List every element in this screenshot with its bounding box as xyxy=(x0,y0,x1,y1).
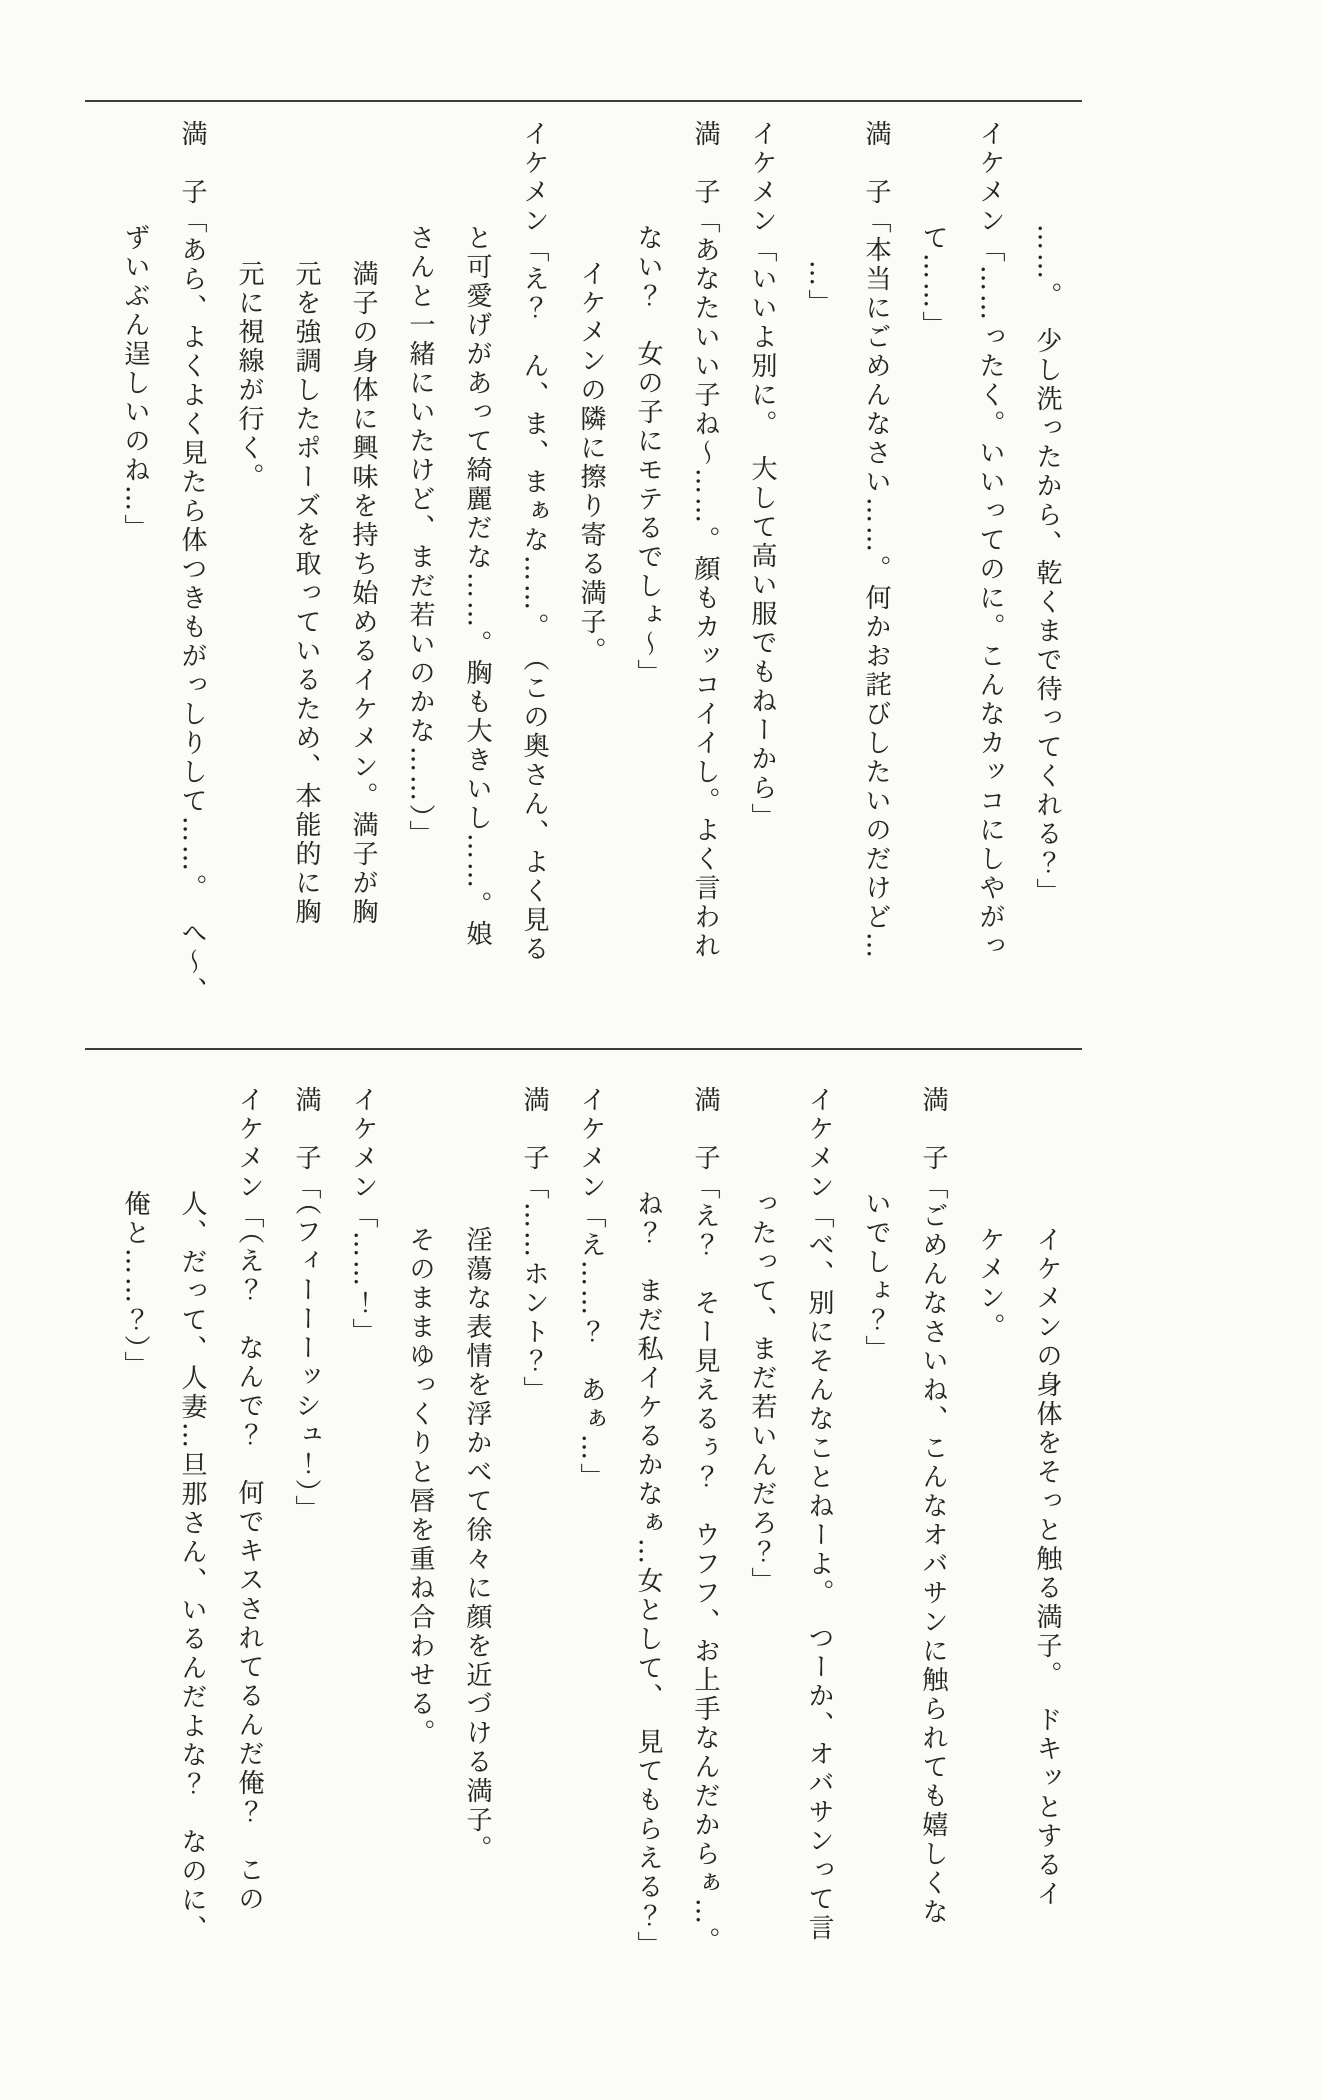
script-column: イケメン「（え？ なんで？ 何でキスされてるんだ俺？ この xyxy=(234,1086,264,1914)
script-column: イケメン「え……？ あぁ…」 xyxy=(576,1086,606,1492)
script-column: いでしょ？」 xyxy=(861,1190,891,1364)
script-column: 満 子「ごめんなさいね、こんなオバサンに触られても嬉しくな xyxy=(918,1086,948,1927)
script-column: 満 子「……ホント？」 xyxy=(519,1086,549,1405)
script-column: ……。 少し洗ったから、乾くまで待ってくれる？」 xyxy=(1032,224,1062,907)
script-section-bottom xyxy=(85,1048,1082,2000)
script-column: イケメン「……！」 xyxy=(348,1086,378,1347)
script-column: 満 子「あら、よくよく見たら体つきもがっしりして……。 へ〜、 xyxy=(177,120,207,1006)
script-section-top xyxy=(85,100,1082,1048)
script-column: イケメン「べ、別にそんなことねーよ。 つーか、オバサンって言 xyxy=(804,1086,834,1943)
script-column: て……」 xyxy=(918,224,948,340)
script-column: ケメン。 xyxy=(975,1226,1005,1342)
script-column: さんと一緒にいたけど、まだ若いのかな……）」 xyxy=(405,224,435,849)
script-column: 元を強調したポーズを取っているため、本能的に胸 xyxy=(291,260,321,927)
scanned-script-page xyxy=(0,100,1322,2100)
script-column: 人、だって、人妻…旦那さん、いるんだよな？ なのに、 xyxy=(177,1190,207,1944)
script-column: 満 子「え？ そー見えるぅ？ ウフフ、お上手なんだからぁ…。 xyxy=(690,1086,720,1956)
script-column: イケメン「……ったく。いいってのに。こんなカッコにしやがっ xyxy=(975,120,1005,961)
script-column: 満 子「あなたいい子ね〜……。顔もカッコイイし。よく言われ xyxy=(690,120,720,961)
script-column: イケメンの身体をそっと触る満子。 ドキッとするイ xyxy=(1032,1226,1062,1909)
script-column: イケメン「いいよ別に。 大して高い服でもねーから」 xyxy=(747,120,777,832)
script-column: 俺と……？）」 xyxy=(120,1190,150,1380)
script-column: 満 子「本当にごめんなさい……。何かお詫びしたいのだけど… xyxy=(861,120,891,961)
script-column: 満 子「（フィーーーッシュ！）」 xyxy=(291,1086,321,1524)
script-column: 淫蕩な表情を浮かべて徐々に顔を近づける満子。 xyxy=(462,1226,492,1864)
script-column: 元に視線が行く。 xyxy=(234,260,264,492)
script-column: ったって、まだ若いんだろ？」 xyxy=(747,1190,777,1596)
script-column: ずいぶん逞しいのね…」 xyxy=(120,224,150,543)
script-column: ね？ まだ私イケるかなぁ…女として、 見てもらえる？」 xyxy=(633,1190,663,1960)
script-column: ない？ 女の子にモテるでしょ〜」 xyxy=(633,224,663,688)
script-column: と可愛げがあって綺麗だな……。胸も大きいし……。娘 xyxy=(462,224,492,949)
script-column: そのままゆっくりと唇を重ね合わせる。 xyxy=(405,1226,435,1748)
script-column: イケメン「え？ ん、ま、まぁな……。 （この奥さん、よく見る xyxy=(519,120,549,964)
script-column: 満子の身体に興味を持ち始めるイケメン。満子が胸 xyxy=(348,260,378,927)
script-column: イケメンの隣に擦り寄る満子。 xyxy=(576,260,606,666)
script-column: …」 xyxy=(804,260,834,318)
